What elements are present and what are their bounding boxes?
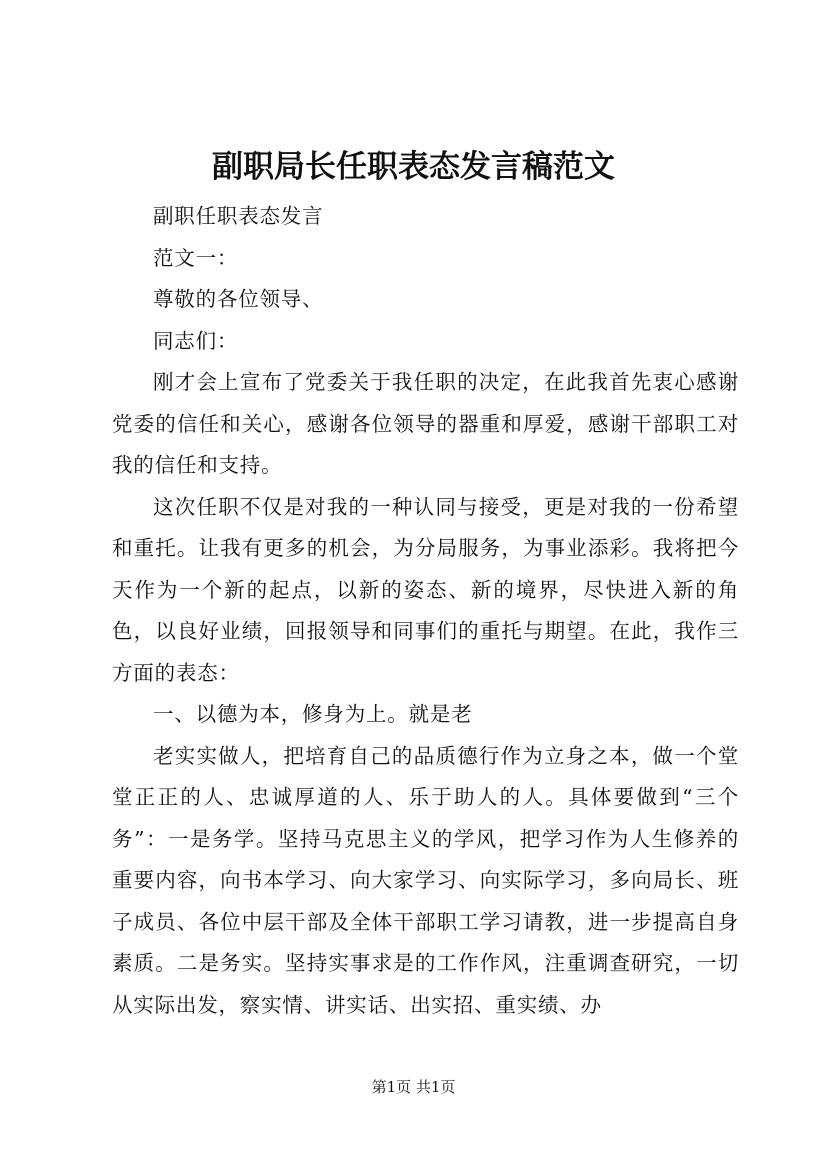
paragraph-commitment: 这次任职不仅是对我的一种认同与接受，更是对我的一份希望和重托。让我有更多的机会，为分局服务，为事业添彩。我将把今天作为一个新的起点，以新的姿态、新的境界，尽快进入新的角色，以良好业绩，回报领导和同事们的重托与期望。在此，我作三方面的表态： — [112, 494, 739, 685]
paragraph-salutation-2: 同志们： — [153, 328, 239, 353]
paragraph-point-one-detail: 老实实做人，把培育自己的品质德行作为立身之本，做一个堂堂正正的人、忠诚厚道的人、乐于助人的人。具体要做到“三个务”：一是务学。坚持马克思主义的学风，把学习作为人生修养的重要内容，向书本学习、向大家学习、向实际学习，多向局长、班子成员、各位中层干部及全体干部职工学习请教，进一步提高自身素质。二是务实。坚持实事求是的工作作风，注重调查研究，一切从实际出发，察实情、讲实话、出实招、重实绩、办 — [112, 743, 739, 1017]
paragraph-heading: 副职任职表态发言 — [153, 204, 324, 228]
paragraph-thanks: 刚才会上宣布了党委关于我任职的决定，在此我首先衷心感谢党委的信任和关心，感谢各位领导的器重和厚爱，感谢干部职工对我的信任和支持。 — [112, 370, 739, 477]
paragraph-sample-label: 范文一： — [153, 245, 239, 270]
paragraph-salutation-1: 尊敬的各位领导、 — [153, 287, 324, 311]
document-body — [112, 196, 739, 1026]
paragraph-point-one: 一、以德为本，修身为上。就是老 — [153, 702, 473, 726]
page-number-footer: 第1页 共1页 — [371, 1078, 456, 1096]
document-title: 副职局长任职表态发言稿范文 — [212, 149, 615, 185]
